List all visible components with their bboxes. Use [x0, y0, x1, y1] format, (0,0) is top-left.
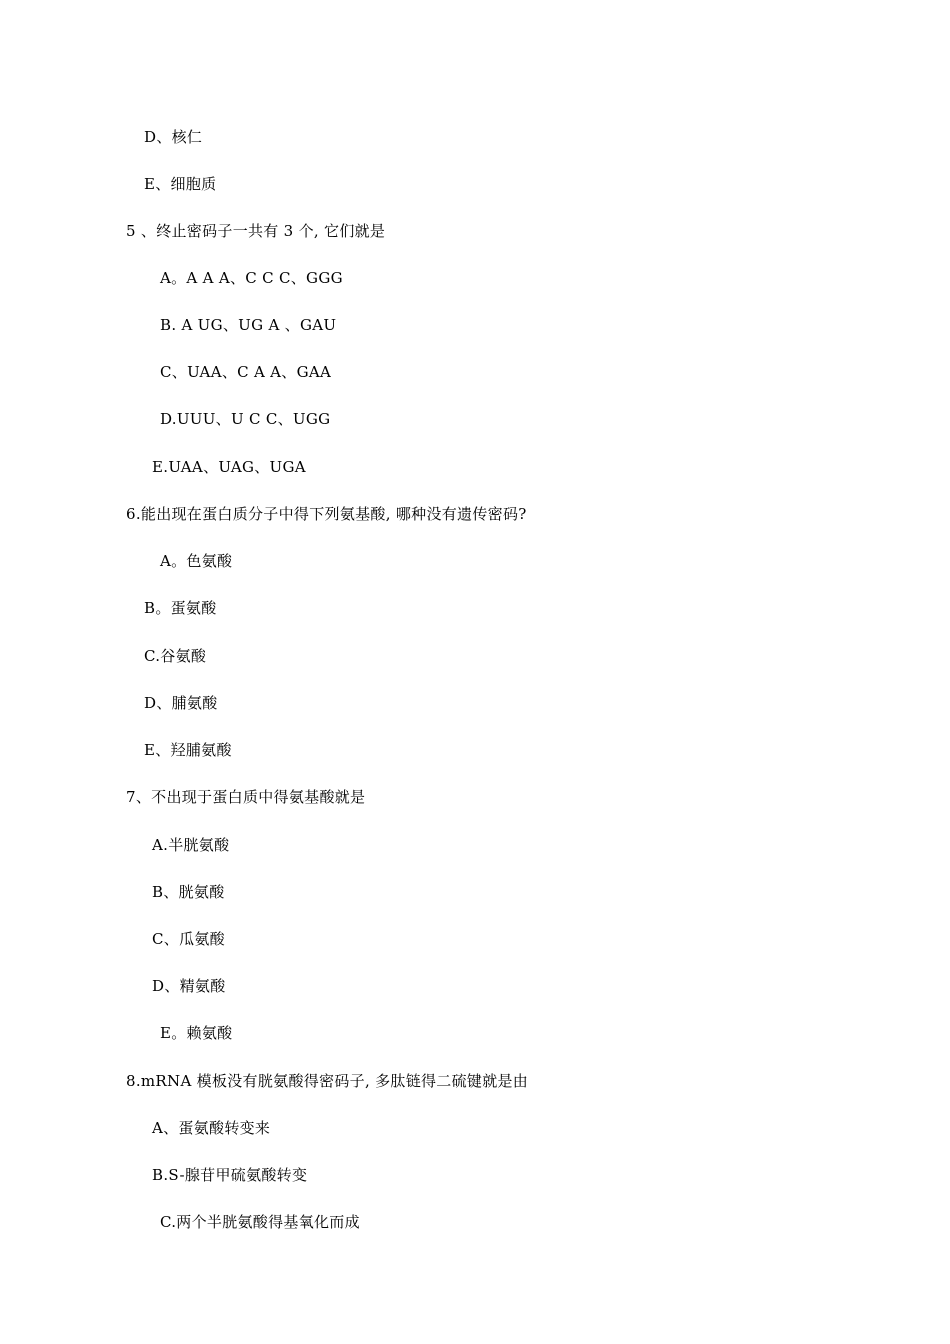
option-5b: B. A UG、UG A 、GAU	[160, 316, 337, 334]
option-7d: D、精氨酸	[152, 977, 226, 995]
question-7: 7、不出现于蛋白质中得氨基酸就是	[126, 788, 366, 806]
option-6c: C.谷氨酸	[144, 647, 207, 665]
option-5e: E.UAA、UAG、UGA	[152, 458, 306, 476]
option-8b: B.S-腺苷甲硫氨酸转变	[152, 1166, 308, 1184]
question-6: 6.能出现在蛋白质分子中得下列氨基酸, 哪种没有遗传密码?	[126, 505, 527, 523]
option-8a: A、蛋氨酸转变来	[152, 1119, 271, 1137]
option-7e: E。赖氨酸	[160, 1024, 233, 1042]
option-6b: B。蛋氨酸	[144, 599, 217, 617]
option-6e: E、羟脯氨酸	[144, 741, 232, 759]
option-6a: A。色氨酸	[160, 552, 233, 570]
option-8c: C.两个半胱氨酸得基氧化而成	[160, 1213, 360, 1231]
option-6d: D、脯氨酸	[144, 694, 218, 712]
option-5a: A。A A A、C C C、GGG	[160, 269, 343, 287]
option-e-cytoplasm: E、细胞质	[144, 175, 217, 193]
option-7a: A.半胱氨酸	[152, 836, 230, 854]
option-7b: B、胱氨酸	[152, 883, 225, 901]
option-5c: C、UAA、C A A、GAA	[160, 363, 332, 381]
question-8: 8.mRNA 模板没有胱氨酸得密码子, 多肽链得二硫键就是由	[126, 1072, 529, 1090]
option-d-nucleolus: D、核仁	[144, 128, 203, 146]
question-5: 5 、终止密码子一共有 3 个, 它们就是	[126, 222, 386, 240]
option-5d: D.UUU、U C C、UGG	[160, 410, 331, 428]
option-7c: C、瓜氨酸	[152, 930, 225, 948]
